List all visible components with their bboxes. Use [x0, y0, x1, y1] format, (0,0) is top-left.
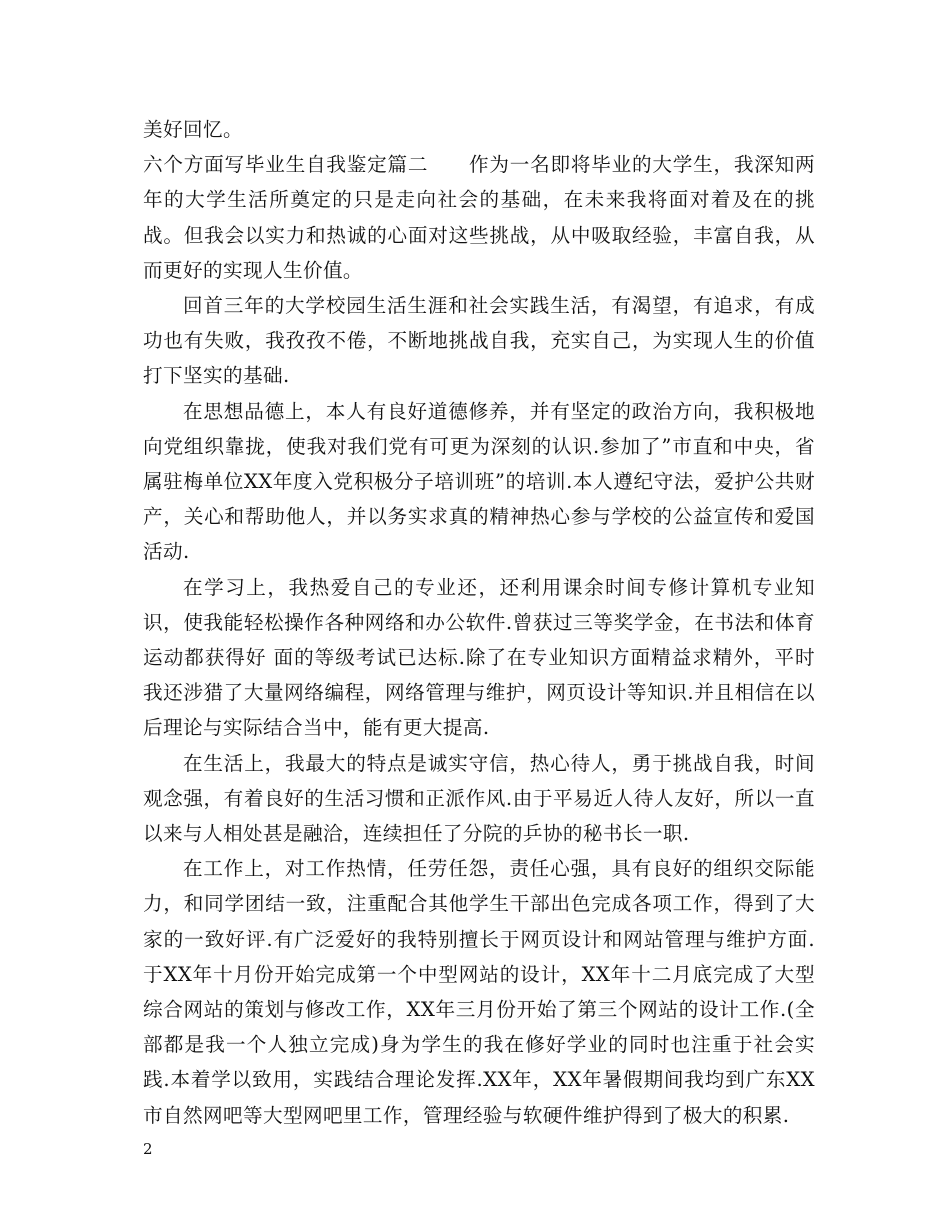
page-number: 2 — [143, 1140, 153, 1158]
paragraph-ideology: 在思想品德上，本人有良好道德修养，并有坚定的政治方向，我积极地向党组织靠拢，使我对我们党有可更为深刻的认识.参加了”市直和中央，省属驻梅单位XX年度入党积极分子培训班”的培训.本人遵纪守法，爱护公共财产，关心和帮助他人，并以务实求真的精神热心参与学校的公益宣传和爱国活动. — [143, 399, 815, 564]
paragraph-work: 在工作上，对工作热情，任劳任怨，责任心强，具有良好的组织交际能力，和同学团结一致，注重配合其他学生干部出色完成各项工作，得到了大家的一致好评.有广泛爱好的我特别擅长于网页设计和网站管理与维护方面.于XX年十月份开始完成第一个中型网站的设计，XX年十二月底完成了大型综合网站的策划与修改工作，XX年三月份开始了第三个网站的设计工作.(全部都是我一个人独立完成)身为学生的我在修好学业的同时也注重于社会实践.本着学以致用，实践结合理论发挥.XX年，XX年暑假期间我均到广东XX市自然网吧等大型网吧里工作，管理经验与软硬件维护得到了极大的积累. — [143, 857, 815, 1127]
paragraph-study: 在学习上，我热爱自己的专业还，还利用课余时间专修计算机专业知识，使我能轻松操作各种网络和办公软件.曾获过三等奖学金，在书法和体育运动都获得好 面的等级考试已达标.除了在专业知识方面精益求精外，平时我还涉猎了大量网络编程，网络管理与维护，网页设计等知识.并且相信在以后理论与实际结合当中，能有更大提高. — [143, 575, 815, 740]
document-body — [143, 112, 815, 1133]
paragraph-life: 在生活上，我最大的特点是诚实守信，热心待人，勇于挑战自我，时间观念强，有着良好的生活习惯和正派作风.由于平易近人待人友好，所以一直以来与人相处甚是融洽，连续担任了分院的乒协的秘书长一职. — [143, 751, 815, 846]
paragraph-closing-line: 美好回忆。 — [143, 118, 243, 141]
paragraph-review: 回首三年的大学校园生活生涯和社会实践生活，有渴望，有追求，有成功也有失败，我孜孜不倦，不断地挑战自我，充实自己，为实现人生的价值打下坚实的基础. — [143, 294, 815, 388]
paragraph-section-title-intro: 六个方面写毕业生自我鉴定篇二 作为一名即将毕业的大学生，我深知两年的大学生活所奠定的只是走向社会的基础，在未来我将面对着及在的挑战。但我会以实力和热诚的心面对这些挑战，从中吸取经验，丰富自我，从而更好的实现人生价值。 — [143, 153, 815, 282]
